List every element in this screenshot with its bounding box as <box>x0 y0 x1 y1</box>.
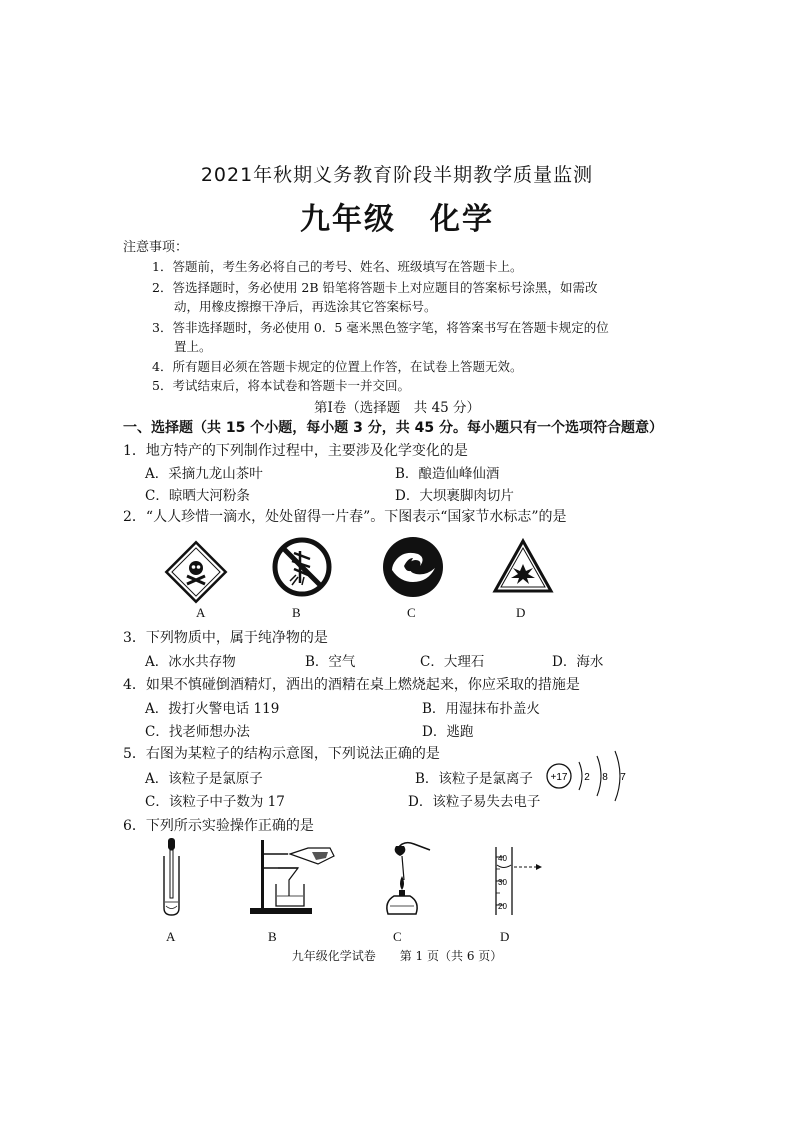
cylinder-mark-20: 20 <box>498 902 507 911</box>
notice-heading: 注意事项： <box>123 240 189 255</box>
filtration-stand-icon <box>248 834 338 916</box>
grade-label: 九年级 <box>300 202 396 237</box>
exam-title: 2021年秋期义务教育阶段半期教学质量监测 <box>200 164 594 186</box>
section-heading: 第Ⅰ卷（选择题 共 45 分） <box>313 400 481 416</box>
q5-option-b: B．该粒子是氯离子 <box>415 771 533 787</box>
q2-stem: 2．“人人珍惜一滴水，处处留得一片春”。下图表示“国家节水标志”的是 <box>123 509 567 525</box>
nucleus-charge: +17 <box>550 772 568 783</box>
shell-2-count: 8 <box>602 772 608 783</box>
q4-option-d: D．逃跑 <box>422 724 474 740</box>
q1-option-b: B．酿造仙峰仙酒 <box>395 466 500 482</box>
q1-option-c: C．晾晒大河粉条 <box>145 488 250 504</box>
q2-label-b: B <box>292 605 301 620</box>
q6-label-b: B <box>268 929 277 944</box>
page-footer: 九年级化学试卷 第 1 页（共 6 页） <box>291 949 503 963</box>
shell-1-count: 2 <box>584 772 590 783</box>
atomic-structure-diagram <box>545 748 640 806</box>
alcohol-lamp-icon <box>378 838 438 918</box>
q3-stem: 3．下列物质中，属于纯净物的是 <box>123 630 328 646</box>
q3-option-c: C．大理石 <box>420 654 485 670</box>
q1-stem: 1．地方特产的下列制作过程中，主要涉及化学变化的是 <box>123 443 468 459</box>
no-fireworks-icon <box>272 537 332 597</box>
notice-item-2-cont: 动，用橡皮擦擦干净后，再选涂其它答案标号。 <box>174 299 437 314</box>
cylinder-mark-40: 40 <box>498 854 507 863</box>
q5-option-a: A．该粒子是氯原子 <box>145 771 263 787</box>
q4-stem: 4．如果不慎碰倒酒精灯，洒出的酒精在桌上燃烧起来，你应采取的措施是 <box>123 677 580 693</box>
part-title: 一、选择题（共 15 个小题，每小题 3 分，共 45 分。每小题只有一个选项符合题意） <box>123 420 663 436</box>
q3-option-a: A．冰水共存物 <box>145 654 236 670</box>
q6-stem: 6．下列所示实验操作正确的是 <box>123 818 314 834</box>
explosive-warning-icon <box>492 538 554 594</box>
q1-option-d: D．大坝裹脚肉切片 <box>395 488 514 504</box>
q5-option-c: C．该粒子中子数为 17 <box>145 794 285 810</box>
exam-subtitle <box>0 194 794 238</box>
water-saving-emblem-icon <box>382 536 444 598</box>
notice-item-4: 4．所有题目必须在答题卡规定的位置上作答，在试卷上答题无效。 <box>152 359 523 374</box>
q3-option-d: D．海水 <box>552 654 604 670</box>
q4-option-b: B．用湿抹布扑盖火 <box>422 701 540 717</box>
q3-option-b: B．空气 <box>305 654 356 670</box>
notice-item-2: 2．答选择题时，务必使用 2B 铅笔将答题卡上对应题目的答案标号涂黑，如需改 <box>152 280 598 295</box>
q4-option-a: A．拨打火警电话 119 <box>145 701 280 717</box>
dropper-test-tube-icon <box>160 836 184 918</box>
q5-stem: 5．右图为某粒子的结构示意图，下列说法正确的是 <box>123 746 440 762</box>
cylinder-mark-30: 30 <box>498 878 507 887</box>
q5-option-d: D．该粒子易失去电子 <box>408 794 541 810</box>
q2-label-c: C <box>407 605 416 620</box>
notice-item-3-cont: 置上。 <box>174 339 212 354</box>
subject-label: 化学 <box>430 202 494 237</box>
graduated-cylinder-icon <box>490 845 550 917</box>
q6-label-c: C <box>393 929 402 944</box>
notice-item-3: 3．答非选择题时，务必使用 0．5 毫米黑色签字笔，将答案书写在答题卡规定的位 <box>152 320 609 335</box>
q6-label-d: D <box>500 929 510 944</box>
notice-item-5: 5．考试结束后，将本试卷和答题卡一并交回。 <box>152 378 410 393</box>
q1-option-a: A．采摘九龙山茶叶 <box>145 466 263 482</box>
toxic-symbol-icon <box>164 540 228 604</box>
q2-label-d: D <box>516 605 526 620</box>
q6-label-a: A <box>166 929 176 944</box>
notice-item-1: 1．答题前，考生务必将自己的考号、姓名、班级填写在答题卡上。 <box>152 259 523 274</box>
q4-option-c: C．找老师想办法 <box>145 724 250 740</box>
shell-3-count: 7 <box>620 772 626 783</box>
q2-label-a: A <box>196 605 206 620</box>
